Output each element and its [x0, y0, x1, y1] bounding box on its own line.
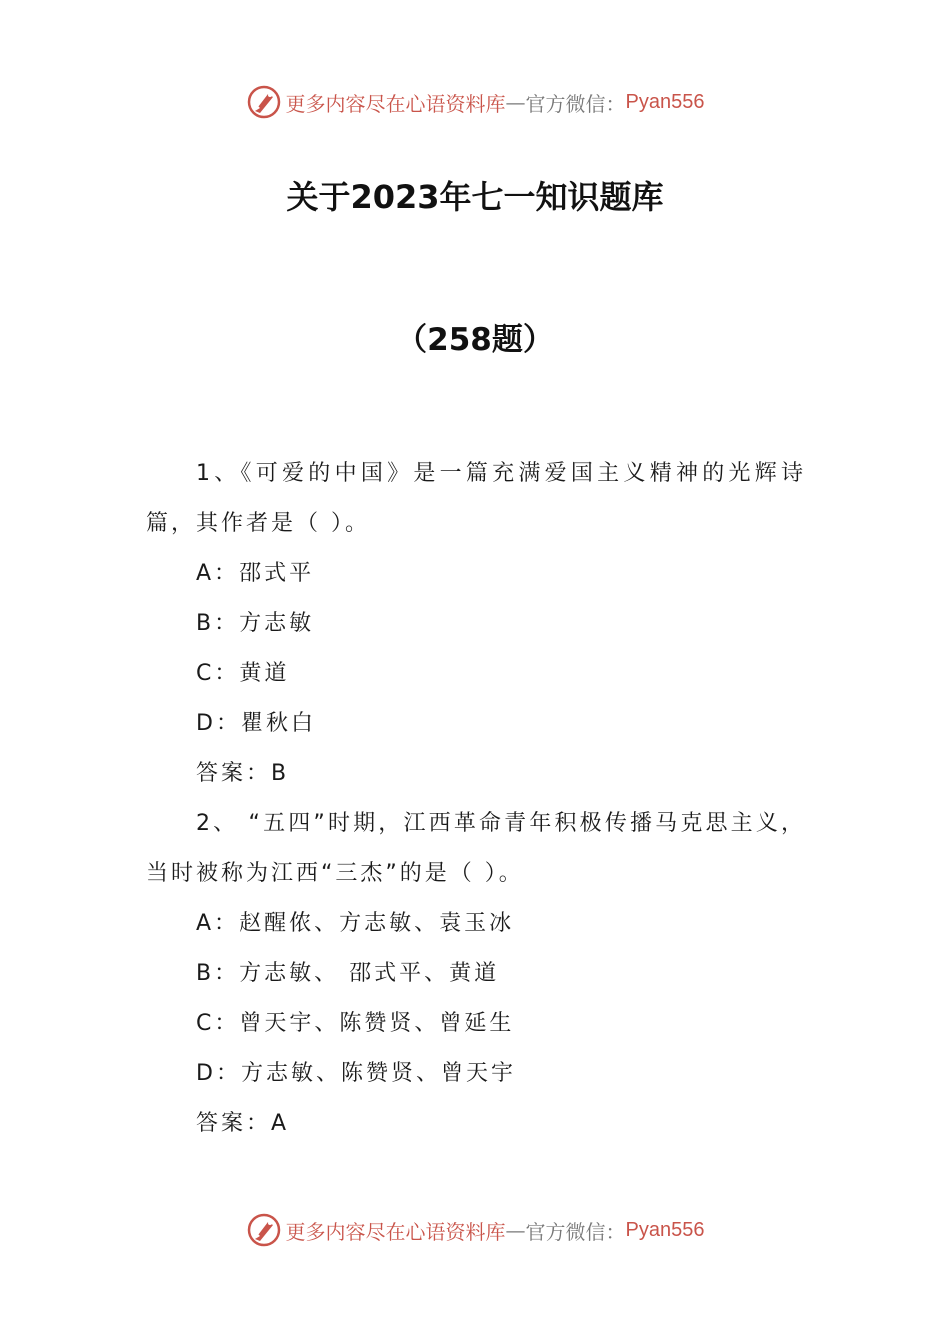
question-number: 1、 [196, 461, 241, 486]
option-text: 黄道 [239, 661, 290, 686]
question-stem [146, 799, 806, 899]
option-label: B： [196, 961, 240, 986]
option-c [146, 999, 806, 1049]
watermark-main-text: 更多内容尽在心语资料库 [285, 91, 506, 116]
question-item [146, 799, 806, 1149]
option-label: A： [196, 561, 240, 586]
option-label: D： [196, 1061, 241, 1086]
question-number: 2、 [196, 811, 239, 836]
header-watermark [0, 82, 950, 122]
watermark-contact-label: 官方微信： [525, 91, 626, 116]
question-list [146, 449, 806, 1149]
option-b [146, 949, 806, 999]
watermark-contact-id: Pyan556 [625, 90, 705, 113]
pen-nib-icon [246, 1212, 282, 1248]
option-text: 赵醒侬、方志敏、袁玉冰 [239, 911, 515, 936]
answer-line [146, 749, 806, 799]
option-label: D： [196, 711, 241, 736]
option-text: 邵式平 [239, 561, 315, 586]
document-title: 关于2023年七一知识题库 [286, 178, 664, 216]
option-text: 方志敏、 邵式平、黄道 [239, 961, 500, 986]
option-text: 方志敏 [239, 611, 315, 636]
watermark-main-text: 更多内容尽在心语资料库 [285, 1219, 506, 1244]
option-d [146, 699, 806, 749]
option-text: 瞿秋白 [240, 711, 316, 736]
watermark-separator: — [505, 1218, 526, 1242]
option-a [146, 549, 806, 599]
answer-line [146, 1099, 806, 1149]
option-text: 曾天宇、陈赞贤、曾延生 [239, 1011, 515, 1036]
watermark-separator: — [505, 90, 526, 114]
answer-label: 答案： [196, 1111, 272, 1136]
pen-nib-icon [246, 84, 282, 120]
question-stem [146, 449, 806, 549]
option-b [146, 599, 806, 649]
question-text: “五四”时期，江西革命青年积极传播马克思主义，当时被称为江西“三杰”的是（ ）。 [146, 811, 807, 886]
option-d [146, 1049, 806, 1099]
option-c [146, 649, 806, 699]
option-label: A： [196, 911, 240, 936]
option-a [146, 899, 806, 949]
footer-watermark [0, 1210, 950, 1250]
watermark-contact-label: 官方微信： [525, 1219, 626, 1244]
answer-value: A [271, 1111, 290, 1136]
option-text: 方志敏、陈赞贤、曾天宇 [240, 1061, 516, 1086]
watermark-contact-id: Pyan556 [625, 1218, 705, 1241]
option-label: C： [196, 1011, 240, 1036]
option-label: B： [196, 611, 240, 636]
answer-value: B [271, 761, 290, 786]
option-label: C： [196, 661, 240, 686]
document-subtitle: （258题） [396, 322, 554, 358]
question-text: 《可爱的中国》是一篇充满爱国主义精神的光辉诗篇，其作者是（ ）。 [146, 461, 806, 536]
question-item [146, 449, 806, 799]
answer-label: 答案： [196, 761, 272, 786]
